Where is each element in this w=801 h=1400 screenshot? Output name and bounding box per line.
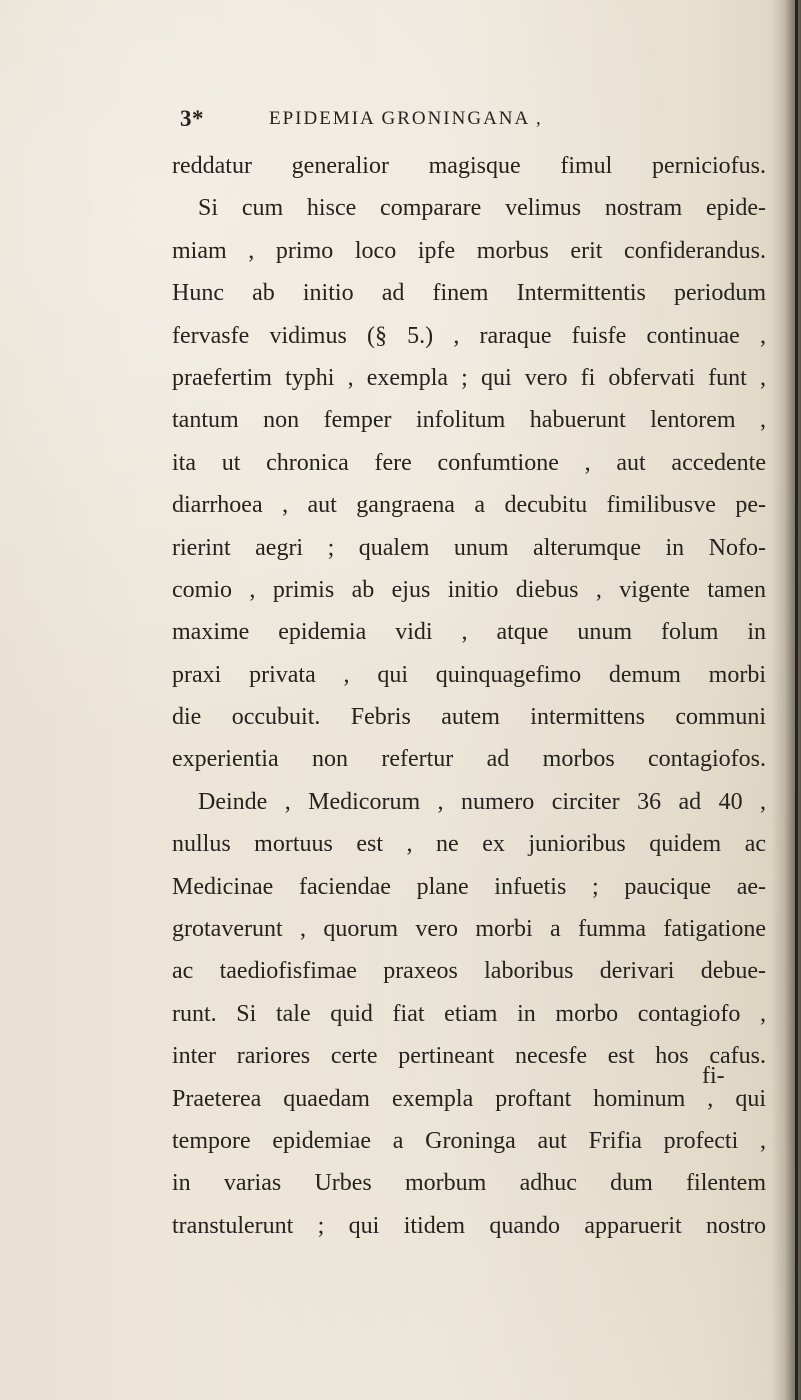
text-line: tempore epidemiae a Groninga aut Frifia profecti , — [172, 1127, 766, 1154]
text-line: tantum non femper infolitum habuerunt lentorem , — [172, 407, 766, 434]
text-line: fervasfe vidimus (§ 5.) , raraque fuisfe continuae , — [172, 322, 766, 349]
text-line: reddatur generalior magisque fimul perniciofus. — [172, 153, 766, 179]
text-line: die occubuit. Febris autem intermittens communi — [172, 704, 766, 731]
text-line: praxi privata , qui quinquagefimo demum morbi — [172, 661, 766, 688]
running-header — [180, 105, 660, 133]
text-line: praefertim typhi , exempla ; qui vero fi obfervati funt , — [172, 364, 766, 391]
text-line: ac taediofisfimae praxeos laboribus derivari debue- — [172, 958, 766, 985]
text-line: in varias Urbes morbum adhuc dum filentem — [172, 1170, 766, 1197]
text-line: nullus mortuus est , ne ex junioribus quidem ac — [172, 831, 766, 858]
text-line: rierint aegri ; qualem unum alterumque in Nofo- — [172, 534, 766, 561]
text-line: grotaverunt , quorum vero morbi a fumma fatigatione — [172, 916, 766, 943]
text-line: miam , primo loco ipfe morbus erit confiderandus. — [172, 237, 766, 264]
text-line: runt. Si tale quid fiat etiam in morbo contagiofo , — [172, 1000, 766, 1027]
text-line: Praeterea quaedam exempla proftant hominum , qui — [172, 1085, 766, 1112]
text-line: inter rariores certe pertineant necesfe est hos cafus. — [172, 1043, 766, 1070]
text-line: ita ut chronica fere confumtione , aut accedente — [172, 449, 766, 476]
body-text — [172, 145, 766, 1247]
text-line: transtulerunt ; qui itidem quando apparuerit nostro — [172, 1212, 766, 1239]
text-line: comio , primis ab ejus initio diebus , vigente tamen — [172, 576, 766, 603]
page-edge — [795, 0, 798, 1400]
text-line: Medicinae faciendae plane infuetis ; paucique ae- — [172, 873, 766, 900]
text-line: maxime epidemia vidi , atque unum folum in — [172, 619, 766, 646]
text-line: Hunc ab initio ad finem Intermittentis periodum — [172, 280, 766, 307]
text-line: Deinde , Medicorum , numero circiter 36 ad 40 , — [198, 788, 766, 815]
text-line: experientia non refertur ad morbos contagiofos. — [172, 746, 766, 773]
text-line: Si cum hisce comparare velimus nostram epide- — [198, 195, 766, 222]
text-line: diarrhoea , aut gangraena a decubitu fimilibusve pe- — [172, 492, 766, 519]
page-number: 3* — [180, 106, 204, 131]
catchword: fi- — [702, 1063, 725, 1089]
running-title: EPIDEMIA GRONINGANA , — [269, 108, 543, 129]
